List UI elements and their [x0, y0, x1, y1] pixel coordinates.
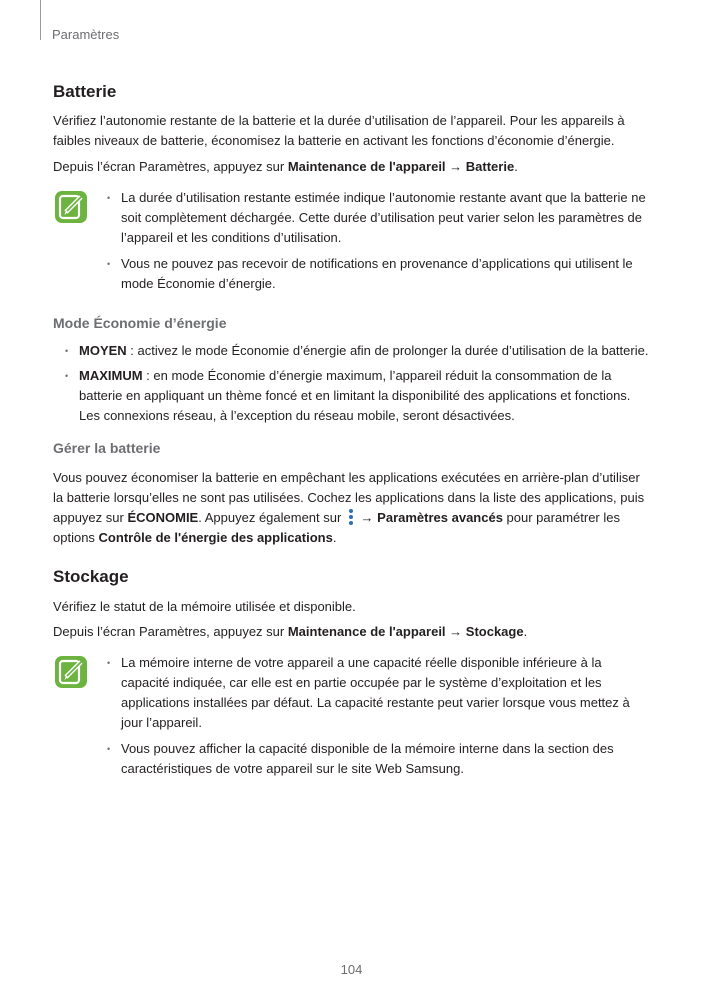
stockage-intro: Vérifiez le statut de la mémoire utilisée et disponible. — [53, 599, 356, 614]
note-stockage — [53, 653, 653, 779]
note-item: • Vous ne pouvez pas recevoir de notifications en provenance d’applications qui utilisent le mode Économie d’énergie. — [107, 254, 653, 294]
note-item: • La durée d’utilisation restante estimée indique l’autonomie restante avant que la batterie ne soit complètement déchargée. Cette durée d’utilisation peut varier selon les paramètres de l’appareil et les conditions d’utilisation. — [107, 188, 653, 248]
gerer-paragraph: Vous pouvez économiser la batterie en empêchant les applications exécutées en arrière-plan d’utiliser la batterie lorsqu’elles ne sont pas utilisées. Cochez les applications dans la liste des applications, puis appuyez sur ÉCONOMIE. Appuyez également sur → Paramètres avancés pour paramétrer les options Contrôle de l'énergie des applications. — [53, 470, 645, 545]
header-rule — [40, 0, 41, 40]
page-content — [53, 82, 653, 779]
batterie-path: Depuis l’écran Paramètres, appuyez sur Maintenance de l'appareil → Batterie. — [53, 159, 518, 174]
mode-economie-list — [53, 341, 653, 426]
stockage-path: Depuis l’écran Paramètres, appuyez sur Maintenance de l'appareil → Stockage. — [53, 624, 528, 639]
more-options-icon — [347, 508, 355, 526]
page-number: 104 — [340, 962, 363, 977]
note-pencil-icon — [54, 190, 88, 224]
header-title: Paramètres — [52, 27, 120, 42]
note-item: • La mémoire interne de votre appareil a une capacité réelle disponible inférieure à la capacité indiquée, car elle est en partie occupée par le système d’exploitation et les applications installées par défaut. La capacité restante peut varier lorsque vous mettez à jour l’appareil. — [107, 653, 653, 733]
note-batterie — [53, 188, 653, 294]
section-title-batterie: Batterie — [53, 82, 117, 101]
list-item: • MOYEN : activez le mode Économie d’énergie afin de prolonger la durée d’utilisation de la batterie. — [65, 341, 653, 361]
note-pencil-icon — [54, 655, 88, 689]
subsection-title-mode-economie: Mode Économie d’énergie — [53, 315, 227, 331]
section-title-stockage: Stockage — [53, 567, 129, 586]
batterie-intro: Vérifiez l’autonomie restante de la batterie et la durée d’utilisation de l’appareil. Pour les appareils à faibles niveaux de batterie, économisez la batterie en activant les fonctions d’économie d’énergie. — [53, 113, 625, 148]
list-item: • MAXIMUM : en mode Économie d’énergie maximum, l’appareil réduit la consommation de la batterie en appliquant un thème foncé et en limitant la disponibilité des applications et fonctions. Les connexions réseau, à l’exception du réseau mobile, seront désactivées. — [65, 366, 653, 426]
subsection-title-gerer: Gérer la batterie — [53, 440, 161, 456]
note-item: • Vous pouvez afficher la capacité disponible de la mémoire interne dans la section des caractéristiques de votre appareil sur le site Web Samsung. — [107, 739, 653, 779]
